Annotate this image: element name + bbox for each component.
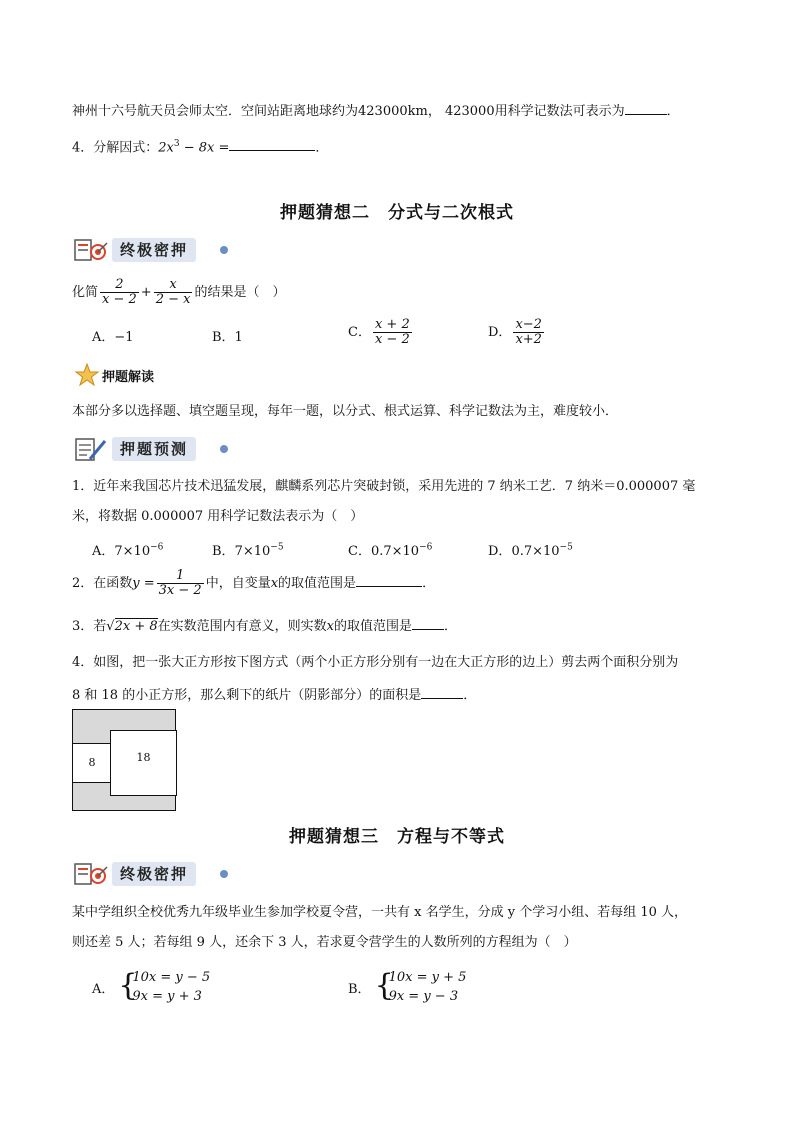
sqrt-icon: √ <box>106 619 115 634</box>
option-a[interactable]: A．−1 <box>92 330 134 345</box>
banner-final-prediction-2: 终极密押 <box>72 860 212 888</box>
problem-1-line-2: 米，将数据 0.000007 用科学记数法表示为（ ） <box>72 509 364 524</box>
p1-option-b[interactable]: B．$7\times 10^{-5}$ <box>212 542 284 559</box>
problem-4-line-1: 4．如图，把一张大正方形按下图方式（两个小正方形分别有一边在大正方形的边上）剪去两个面积分别为 <box>72 655 679 670</box>
banner-prediction: 押题预测 <box>72 435 212 463</box>
problem-4-line-2: 8 和 18 的小正方形，那么剩下的纸片（阴影部分）的面积是 ． <box>72 688 477 703</box>
star-icon <box>74 362 100 392</box>
option-d[interactable]: D． $\frac{x-2}{x+2}$ <box>488 317 542 347</box>
section3-question-line-1: 某中学组织全校优秀九年级毕业生参加学校夏令营，一共有 x 名学生，分成 y 个学习小组、若每组 10 人， <box>72 905 688 920</box>
section-title-3: 押题猜想三 方程与不等式 <box>289 827 505 847</box>
p1-option-c[interactable]: C．$0.7\times 10^{-6}$ <box>348 542 433 559</box>
banner-dot <box>220 445 228 453</box>
option-c[interactable]: C． $\frac{x + 2}{x - 2}$ <box>348 317 410 347</box>
option-b[interactable]: B．1 <box>212 330 243 345</box>
interpretation-text: 本部分多以选择题、填空题呈现，每年一题，以分式、根式运算、科学记数法为主，难度较小． <box>72 404 619 419</box>
small-square-18: 18 <box>110 730 177 796</box>
p1-option-d[interactable]: D．$0.7\times 10^{-5}$ <box>488 542 573 559</box>
banner-final-prediction: 终极密押 <box>72 236 212 264</box>
simplify-question: 化简 $\frac{2}{x - 2}$ + $\frac{x}{2 - x}$ 的结果是（ ） <box>72 277 286 307</box>
small-square-8: 8 <box>72 743 112 783</box>
system-option-b[interactable]: B． { 10x = y + 5 9x = y − 3 <box>348 968 467 1004</box>
fraction-1: $\frac{2}{x - 2}$ <box>102 277 137 307</box>
banner-dot <box>220 246 228 254</box>
answer-blank[interactable] <box>356 586 422 587</box>
banner-dot <box>220 870 228 878</box>
system-option-a[interactable]: A． { 10x = y − 5 9x = y + 3 <box>92 968 211 1004</box>
section3-question-line-2: 则还差 5 人；若每组 9 人，还余下 3 人，若求夏令营学生的人数所列的方程组为（ ） <box>72 935 577 950</box>
fraction-2: $\frac{x}{2 - x}$ <box>155 277 191 307</box>
answer-blank[interactable] <box>625 114 667 115</box>
target-board-icon <box>72 236 112 264</box>
target-board-icon <box>72 860 112 888</box>
section-title-2: 押题猜想二 分式与二次根式 <box>280 203 514 223</box>
answer-blank[interactable] <box>421 698 463 699</box>
p1-option-a[interactable]: A．$7\times 10^{-6}$ <box>92 542 164 559</box>
problem-3: 3．若√2x + 8在实数范围内有意义，则实数x的取值范围是 ． <box>72 619 457 634</box>
question-4: 4．分解因式：$2x^3 - 8x$ = ． <box>72 139 329 156</box>
brace-icon: { <box>118 968 138 1003</box>
problem-1-line-1: 1．近年来我国芯片技术迅猛发展，麒麟系列芯片突破封锁，采用先进的 7 纳米工艺．7 纳米＝0.000007 毫 <box>72 479 696 494</box>
square-figure <box>72 709 176 811</box>
answer-blank[interactable] <box>229 150 315 151</box>
intro-line: 神州十六号航天员会师太空．空间站距离地球约为423000km， 423000用科学记数法可表示为 ． <box>72 104 680 119</box>
answer-blank[interactable] <box>412 629 444 630</box>
notepad-pen-icon <box>72 435 112 463</box>
problem-2: 2．在函数y = $\frac{1}{3x - 2}$ 中，自变量x的取值范围是 ． <box>72 568 436 598</box>
brace-icon: { <box>374 968 394 1003</box>
